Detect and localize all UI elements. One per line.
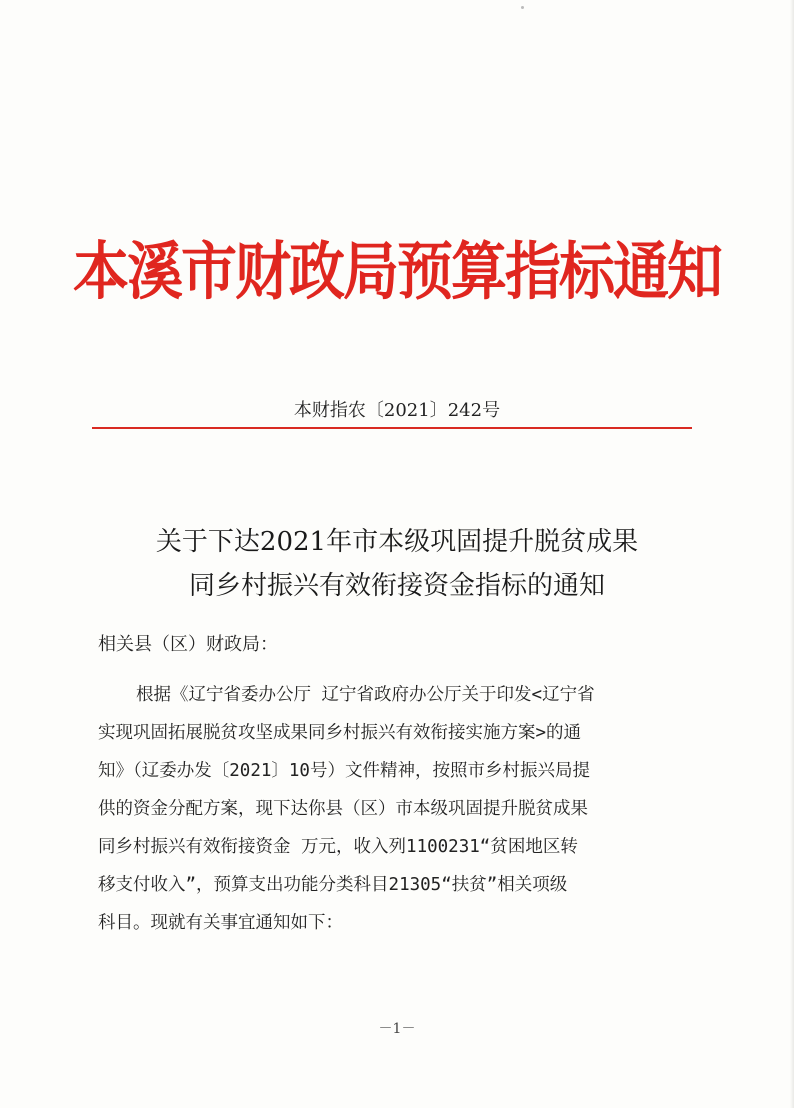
scan-edge-shadow xyxy=(790,0,794,1108)
document-number: 本财指农〔2021〕242号 xyxy=(293,400,501,421)
body-line: 根据《辽宁省委办公厅 辽宁省政府办公厅关于印发<辽宁省 xyxy=(136,685,595,705)
body-line: 同乡村振兴有效衔接资金 万元，收入列1100231“贫困地区转 xyxy=(98,837,578,857)
red-header-title: 本溪市财政局预算指标通知 xyxy=(73,235,721,309)
body-line: 实现巩固拓展脱贫攻坚成果同乡村振兴有效衔接实施方案>的通 xyxy=(98,723,582,743)
scan-speck xyxy=(521,6,524,9)
body-line: 移支付收入”，预算支出功能分类科目21305“扶贫”相关项级 xyxy=(98,875,568,895)
body-paragraph xyxy=(98,676,708,942)
body-line: 科目。现就有关事宜通知如下： xyxy=(98,913,343,933)
document-title-line-2: 同乡村振兴有效衔接资金指标的通知 xyxy=(188,571,605,601)
addressee: 相关县（区）财政局： xyxy=(98,634,278,655)
document-title xyxy=(80,520,714,608)
red-separator-line xyxy=(92,427,692,429)
body-line: 知》（辽委办发〔2021〕10号）文件精神，按照市乡村振兴局提 xyxy=(98,761,590,781)
document-title-line-1: 关于下达2021年市本级巩固提升脱贫成果 xyxy=(155,527,639,557)
page-number: －1－ xyxy=(378,1021,416,1037)
body-line: 供的资金分配方案，现下达你县（区）市本级巩固提升脱贫成果 xyxy=(98,799,588,819)
